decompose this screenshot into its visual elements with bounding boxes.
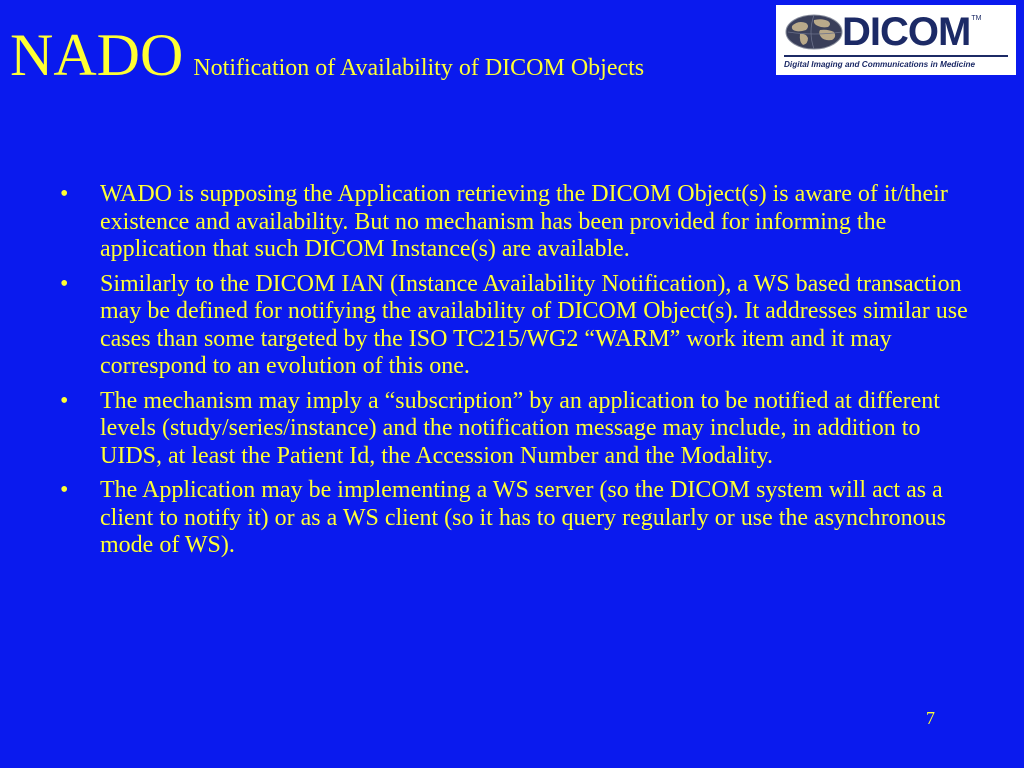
bullet-marker: • bbox=[60, 387, 69, 414]
globe-icon bbox=[784, 12, 846, 52]
bullet-text: Similarly to the DICOM IAN (Instance Availability Notification), a WS based transaction may be defined for notifying the availability of DICOM Object(s). It addresses similar use cases than some targeted by the ISO TC215/WG2 “WARM” work item and it may correspond to an evolution of this one. bbox=[100, 270, 968, 379]
logo-top-row bbox=[784, 10, 1008, 54]
bullet-item bbox=[60, 388, 970, 471]
bullet-item bbox=[60, 181, 970, 264]
dicom-logo bbox=[776, 5, 1016, 75]
bullet-marker: • bbox=[60, 270, 69, 297]
bullet-marker: • bbox=[60, 181, 69, 207]
page-number: 7 bbox=[926, 708, 935, 728]
logo-divider bbox=[784, 55, 1008, 57]
bullet-item bbox=[60, 477, 970, 560]
bullet-text: The Application may be implementing a WS server (so the DICOM system will act as a client to notify it) or as a WS client (so it has to query regularly or use the asynchronous mode of WS). bbox=[100, 477, 947, 558]
slide-title bbox=[10, 20, 644, 90]
logo-wordmark: DICOM bbox=[842, 10, 971, 54]
bullet-marker: • bbox=[60, 477, 69, 503]
bullet-text: WADO is supposing the Application retrieving the DICOM Object(s) is aware of it/their existence and availability. But no mechanism has been provided for informing the application that such DICOM Instance(s) are available. bbox=[100, 181, 948, 262]
title-subtitle: Notification of Availability of DICOM Objects bbox=[193, 55, 645, 81]
bullet-list bbox=[60, 181, 970, 567]
title-main: NADO bbox=[10, 22, 184, 88]
logo-tagline: Digital Imaging and Communications in Medicine bbox=[784, 60, 976, 69]
bullet-item bbox=[60, 271, 970, 381]
logo-trademark: TM bbox=[971, 14, 982, 22]
bullet-text: The mechanism may imply a “subscription” by an application to be notified at different levels (study/series/instance) and the notification message may include, in addition to UIDS, at least the Patient Id, the Accession Number and the Modality. bbox=[100, 387, 940, 469]
